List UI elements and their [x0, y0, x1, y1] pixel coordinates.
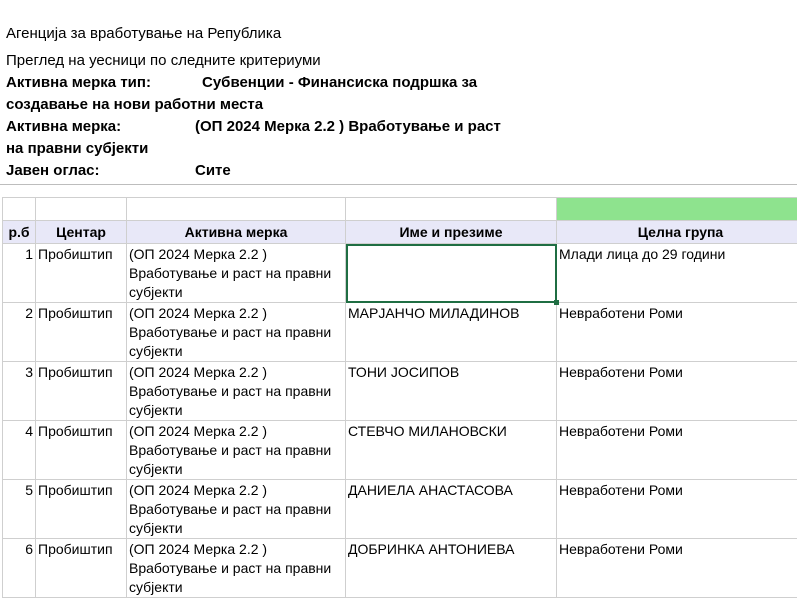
row-measure[interactable]: (ОП 2024 Мерка 2.2 ) Вработување и раст на правни субјекти	[127, 421, 346, 480]
row-measure[interactable]: (ОП 2024 Мерка 2.2 ) Вработување и раст на правни субјекти	[127, 303, 346, 362]
green-cell[interactable]	[557, 198, 797, 221]
col-header-name[interactable]: Име и презиме	[346, 221, 557, 244]
row-measure[interactable]: (ОП 2024 Мерка 2.2 ) Вработување и раст на правни субјекти	[127, 244, 346, 303]
row-group[interactable]: Невработени Роми	[557, 362, 797, 421]
row-center[interactable]: Пробиштип	[36, 421, 127, 480]
row-measure[interactable]: (ОП 2024 Мерка 2.2 ) Вработување и раст на правни субјекти	[127, 362, 346, 421]
row-num[interactable]: 3	[3, 362, 36, 421]
row-num[interactable]: 2	[3, 303, 36, 362]
row-measure[interactable]: (ОП 2024 Мерка 2.2 ) Вработување и раст на правни субјекти	[127, 539, 346, 598]
col-header-center[interactable]: Центар	[36, 221, 127, 244]
table-row	[3, 421, 797, 480]
measure-value-cont: на правни субјекти	[6, 140, 148, 157]
row-group[interactable]: Млади лица до 29 години	[557, 244, 797, 303]
row-center[interactable]: Пробиштип	[36, 303, 127, 362]
measure-label: Активна мерка:	[6, 118, 121, 135]
cell[interactable]	[127, 198, 346, 221]
row-center[interactable]: Пробиштип	[36, 539, 127, 598]
selected-name-cell[interactable]	[346, 244, 557, 303]
row-center[interactable]: Пробиштип	[36, 362, 127, 421]
table-header-row	[3, 221, 797, 244]
col-header-measure[interactable]: Активна мерка	[127, 221, 346, 244]
row-num[interactable]: 4	[3, 421, 36, 480]
measure-type-label: Активна мерка тип:	[6, 74, 151, 91]
col-header-num[interactable]: р.б	[3, 221, 36, 244]
measure-type-value: Субвенции - Финансиска подршка за	[202, 74, 477, 91]
row-num[interactable]: 5	[3, 480, 36, 539]
row-group[interactable]: Невработени Роми	[557, 421, 797, 480]
row-name[interactable]: ДАНИЕЛА АНАСТАСОВА	[346, 480, 557, 539]
row-center[interactable]: Пробиштип	[36, 244, 127, 303]
row-name[interactable]: СТЕВЧО МИЛАНОВСКИ	[346, 421, 557, 480]
row-center[interactable]: Пробиштип	[36, 480, 127, 539]
agency-title: Агенција за вработување на Република	[6, 25, 281, 42]
table-row	[3, 539, 797, 598]
measure-value: (ОП 2024 Мерка 2.2 ) Вработување и раст	[195, 118, 501, 135]
cell[interactable]	[36, 198, 127, 221]
row-group[interactable]: Невработени Роми	[557, 480, 797, 539]
row-num[interactable]: 1	[3, 244, 36, 303]
table-row	[3, 362, 797, 421]
cell[interactable]	[346, 198, 557, 221]
public-ad-value: Сите	[195, 162, 231, 179]
row-num[interactable]: 6	[3, 539, 36, 598]
table-row	[3, 480, 797, 539]
row-group[interactable]: Невработени Роми	[557, 303, 797, 362]
public-ad-label: Јавен оглас:	[6, 162, 100, 179]
row-name[interactable]: ТОНИ ЈОСИПОВ	[346, 362, 557, 421]
table-row	[3, 244, 797, 303]
row-measure[interactable]: (ОП 2024 Мерка 2.2 ) Вработување и раст на правни субјекти	[127, 480, 346, 539]
table-row	[3, 303, 797, 362]
fill-handle[interactable]	[554, 300, 559, 305]
row-group[interactable]: Невработени Роми	[557, 539, 797, 598]
blank-row	[3, 198, 797, 221]
overview-title: Преглед на уесници по следните критериуми	[6, 52, 321, 69]
row-name[interactable]: МАРЈАНЧО МИЛАДИНОВ	[346, 303, 557, 362]
measure-type-value-cont: создавање на нови работни места	[6, 96, 263, 113]
row-name[interactable]: ДОБРИНКА АНТОНИЕВА	[346, 539, 557, 598]
participants-table	[2, 197, 797, 598]
col-header-group[interactable]: Целна група	[557, 221, 797, 244]
cell[interactable]	[3, 198, 36, 221]
divider	[0, 184, 797, 185]
